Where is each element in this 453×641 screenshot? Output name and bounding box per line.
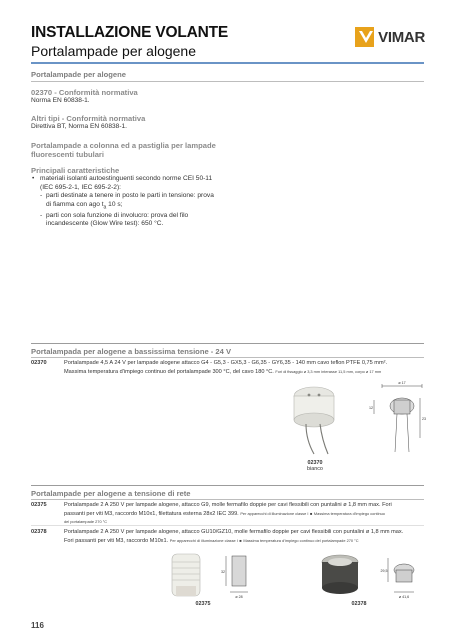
dimension-label: 12 [369,406,373,410]
features-list [31,175,281,229]
other-types-text: Direttiva BT, Norma EN 60838-1. [31,122,128,130]
dimension-label: 23 [422,417,426,421]
header-rule [31,62,424,64]
description-line: Fori passanti per viti M3, raccordo M10x1. Per apparecchi di illuminazione classe I ■ Massima temperatura d'impiego continuo del portalampade 270 °C [64,537,359,544]
figure-caption: 02370 bianco [307,460,323,472]
section2-top-rule [31,485,424,486]
section2-heading: Portalampade per alogene a tensione di rete [31,489,191,498]
feature-item [40,175,281,192]
lampholder-02378-drawing [388,558,414,592]
feature-text: • materiali isolanti autoestinguenti secondo norme CEI 50-11 [40,175,213,183]
conformity-text: Norma EN 60838-1. [31,97,90,104]
figure-caption: 02375 [195,601,211,607]
brand-name: VIMAR [378,28,425,46]
feature-text: - parti con sola funzione di involucro: prova del filo [46,211,189,219]
dimension-label: ø 41,6 [398,595,410,599]
figure-caption: 02378 [351,601,367,607]
page-subtitle: Portalampade per alogene [31,43,197,59]
section1-top-rule [31,343,424,344]
product-description [64,502,426,526]
features-title: Principali caratteristiche [31,166,120,176]
description-line: del portalampade 270 °C [64,519,108,525]
lampholder-02370-drawing [374,384,422,452]
vimar-logo [355,26,425,48]
intro-rule [31,81,424,82]
feature-item [46,212,281,229]
description-line: Massima temperatura d'impiego continuo del portalampade 300 °C, del cavo 180 °C. Fori di fissaggio ø 3,3 mm interasse 11,5 mm, corpo ø 17 mm [64,368,382,375]
conformity-title: 02370 - Conformità normativa [31,88,138,97]
section2-rule [31,499,424,500]
dimension-label: ø 17 [398,381,406,385]
feature-text: - parti destinate a tenere in posto le parti in tensione: prova [46,192,214,200]
dimension-label: ø 28 [235,595,243,599]
section1-rule [31,357,424,358]
page-number: 116 [31,621,44,630]
lampholder-02375-drawing [226,556,248,592]
item-divider [31,525,424,526]
lampholder-02375-photo [172,554,200,596]
product-code: 02375 [31,502,47,508]
dimension-label: 32 [221,570,225,574]
column-holders-title-2: fluorescenti tubulari [31,150,104,160]
feature-item [46,192,281,212]
description-line: passanti per viti M3, raccordo M10x1, filettatura esterna 28x2 IEC 399. Per apparecchi di illuminazione classe I ■ Massima temperatura d'impiego continuo [64,510,385,517]
product-code: 02378 [31,529,47,535]
column-holders-title-1: Portalampade a colonna ed a pastiglia per lampade [31,141,216,151]
other-types-title: Altri tipi - Conformità normativa [31,113,146,123]
lampholder-02378-figure [300,548,425,603]
description-line: Portalampade 2 A 250 V per lampade alogene, attacco G9, molle fermafilo doppie per cavi flessibili con puntalini ø 1,8 mm max. Fori [64,502,392,508]
lampholder-02370-figure [262,380,427,455]
lampholder-02370-photo [294,387,334,454]
lampholder-02375-figure [160,548,260,603]
vimar-logo-icon [355,27,374,47]
intro-heading: Portalampade per alogene [31,70,126,79]
feature-text: (IEC 695-2-1, IEC 695-2-2): [40,183,121,191]
page-title: INSTALLAZIONE VOLANTE [31,24,229,41]
product-code: 02370 [31,360,47,366]
dimension-label: 29,5 [380,569,388,573]
product-description [64,529,426,545]
intro-text-block [31,88,281,229]
lampholder-02378-photo [322,555,358,594]
description-line: Portalampade 4,5 A 24 V per lampade alogene attacco G4 - G5,3 - GX5,3 - G6,35 - GY6,35 - 140 mm cavo teflon PTFE 0,75 mm². [64,360,388,366]
section1-heading: Portalampada per alogene a bassissima tensione - 24 V [31,347,232,356]
feature-text: incandescente (Glow Wire test): 650 °C. [46,220,164,228]
feature-text: di fiamma con ago $t_a$ 10 s; [46,200,123,211]
description-line: Portalampade 2 A 250 V per lampade alogene, attacco GU10/GZ10, molle fermafilo doppie per cavi flessibili con puntalini ø 1,8 mm max. [64,529,404,535]
product-description [64,360,426,376]
